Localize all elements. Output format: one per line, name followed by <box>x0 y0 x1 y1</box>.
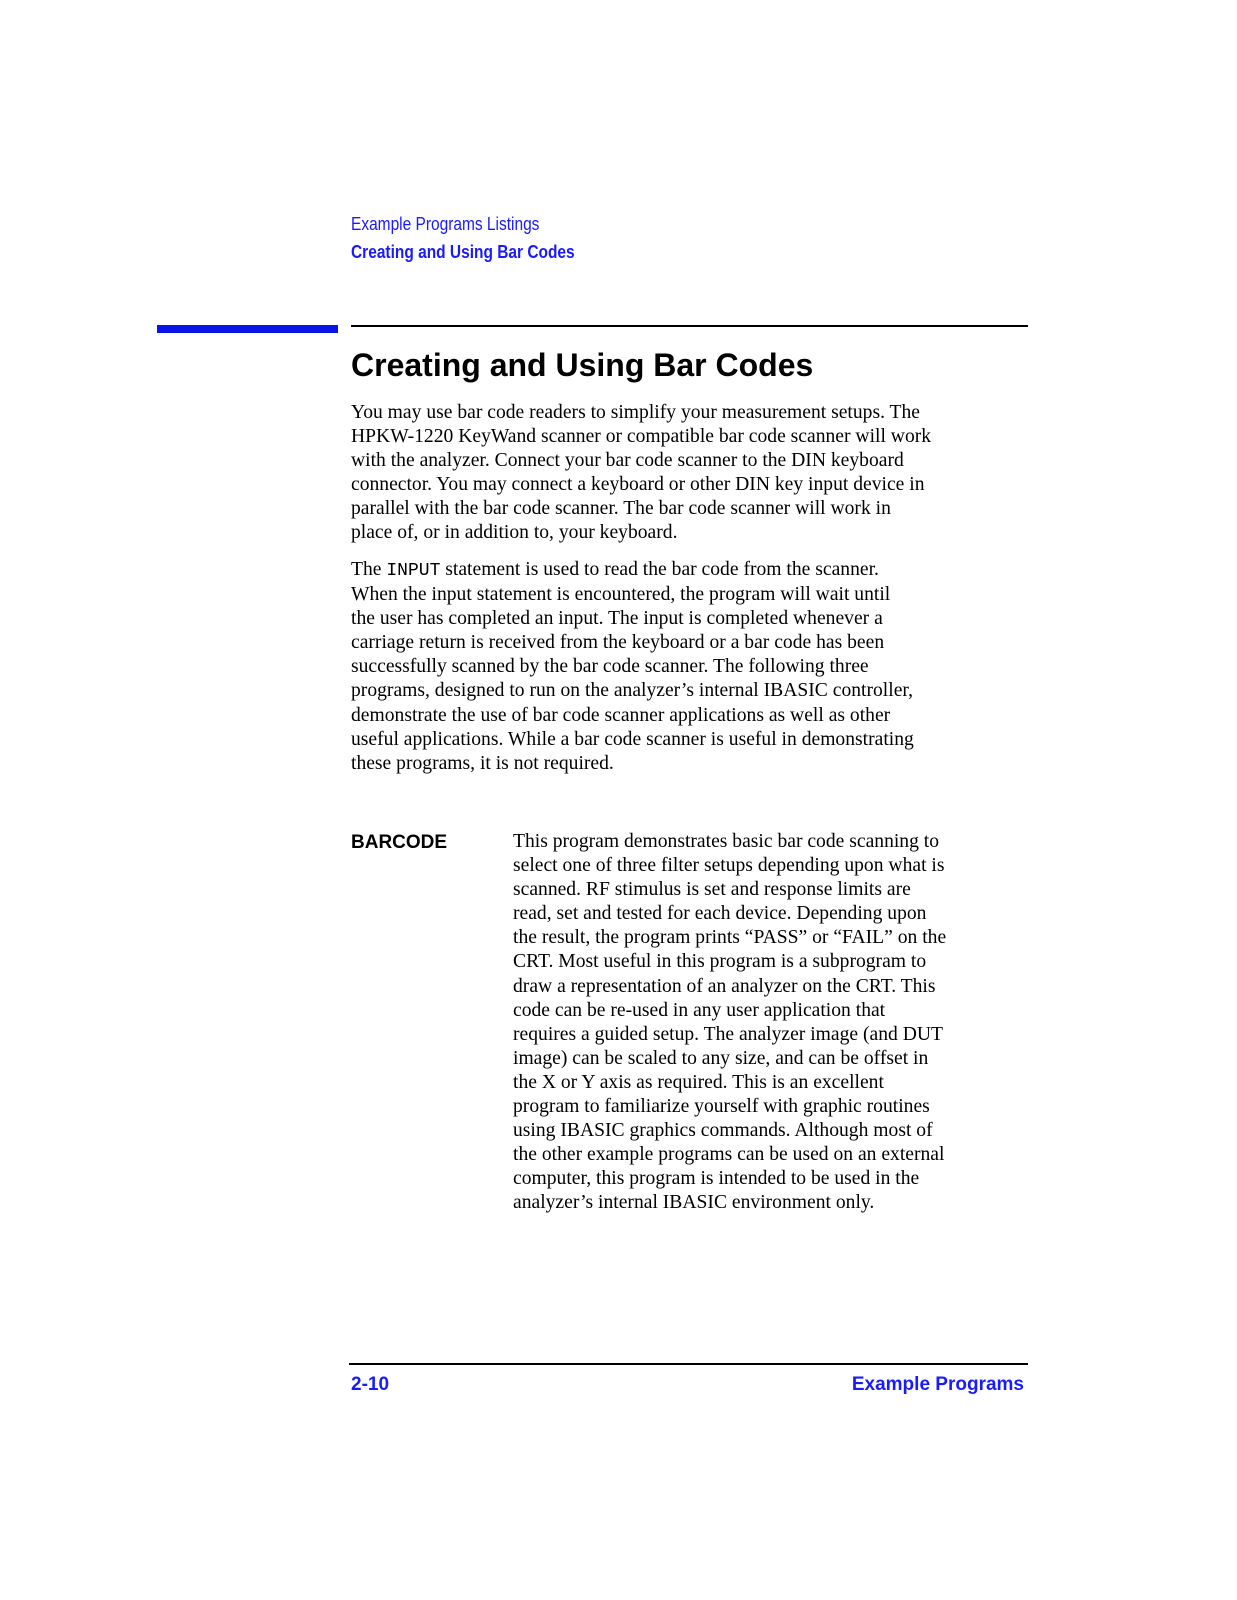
description-line: program to familiarize yourself with graphic routines <box>513 1096 930 1118</box>
paragraph-line: place of, or in addition to, your keyboard. <box>351 522 678 544</box>
input-keyword: INPUT <box>386 561 441 581</box>
page-title: Creating and Using Bar Codes <box>351 347 814 383</box>
description-line: requires a guided setup. The analyzer image (and DUT <box>513 1023 943 1045</box>
description-line: scanned. RF stimulus is set and response limits are <box>513 879 911 901</box>
paragraph-line: When the input statement is encountered, the program will wait until <box>351 584 891 606</box>
description-line: the result, the program prints “PASS” or “FAIL” on the <box>513 927 947 949</box>
barcode-term: BARCODE <box>351 832 448 853</box>
description-line: computer, this program is intended to be used in the <box>513 1168 920 1190</box>
paragraph-line: carriage return is received from the keyboard or a bar code has been <box>351 632 885 654</box>
description-line: code can be re-used in any user application that <box>513 999 886 1021</box>
description-line: select one of three filter setups depending upon what is <box>513 855 945 877</box>
paragraph-line: You may use bar code readers to simplify your measurement setups. The <box>351 402 921 423</box>
line-prefix: The <box>351 559 387 580</box>
paragraph-line <box>351 558 1041 583</box>
paragraph-line: demonstrate the use of bar code scanner applications as well as other <box>351 704 891 726</box>
header-subsection-link[interactable]: Creating and Using Bar Codes <box>351 242 575 262</box>
paragraph-line: HPKW-1220 KeyWand scanner or compatible bar code scanner will work <box>351 426 932 448</box>
paragraph-line: with the analyzer. Connect your bar code scanner to the DIN keyboard <box>351 450 904 472</box>
barcode-description <box>513 830 1043 1216</box>
header-section-link[interactable]: Example Programs Listings <box>351 214 540 234</box>
input-statement-paragraph <box>351 558 1041 776</box>
description-line: draw a representation of an analyzer on the CRT. This <box>513 975 936 997</box>
paragraph-line: these programs, it is not required. <box>351 752 614 774</box>
description-line: image) can be scaled to any size, and can be offset in <box>513 1047 929 1069</box>
line-suffix: statement is used to read the bar code from the scanner. <box>440 559 879 580</box>
footer-page-number: 2-10 <box>351 1374 390 1395</box>
footer-chapter-title[interactable]: Example Programs <box>851 1374 1024 1395</box>
description-line: analyzer’s internal IBASIC environment only. <box>513 1192 875 1214</box>
description-line: This program demonstrates basic bar code scanning to <box>513 831 940 852</box>
bottom-divider <box>349 1363 1028 1365</box>
description-line: the X or Y axis as required. This is an excellent <box>513 1071 884 1093</box>
top-divider <box>351 325 1028 327</box>
chapter-marker-bar <box>157 325 338 333</box>
paragraph-line: parallel with the bar code scanner. The bar code scanner will work in <box>351 498 891 520</box>
paragraph-line: the user has completed an input. The input is completed whenever a <box>351 608 883 630</box>
description-line: the other example programs can be used on an external <box>513 1144 945 1166</box>
description-line: read, set and tested for each device. Depending upon <box>513 903 927 925</box>
paragraph-line: successfully scanned by the bar code scanner. The following three <box>351 656 869 678</box>
paragraph-line: programs, designed to run on the analyzer’s internal IBASIC controller, <box>351 680 914 702</box>
paragraph-line: useful applications. While a bar code scanner is useful in demonstrating <box>351 728 914 750</box>
paragraph-line: connector. You may connect a keyboard or other DIN key input device in <box>351 474 925 496</box>
description-line: using IBASIC graphics commands. Although most of <box>513 1120 933 1142</box>
description-line: CRT. Most useful in this program is a subprogram to <box>513 951 927 973</box>
intro-paragraph <box>351 401 1041 546</box>
